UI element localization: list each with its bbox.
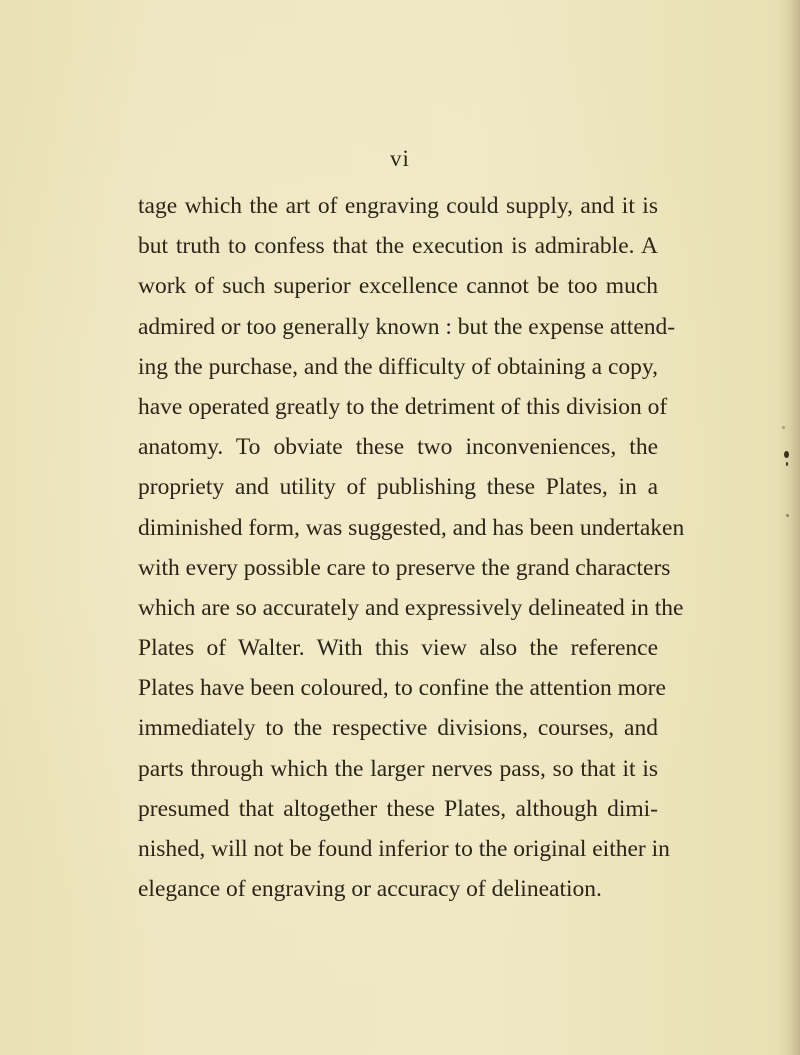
text-line: presumed that altogether these Plates, although dimi- <box>138 795 658 822</box>
text-line: anatomy. To obviate these two inconveniences, the <box>138 434 658 461</box>
body-text <box>138 186 685 909</box>
text-line: tage which the art of engraving could supply, and it is <box>138 193 658 219</box>
ink-speck <box>786 462 788 466</box>
text-line: Plates have been coloured, to confine the attention more <box>138 675 666 702</box>
text-line: diminished form, was suggested, and has been undertaken <box>138 514 685 541</box>
text-line: but truth to confess that the execution is admirable. A <box>138 233 658 260</box>
text-line: elegance of engraving or accuracy of delineation. <box>138 876 602 903</box>
page-number: vi <box>390 146 410 171</box>
ink-speck <box>784 451 789 458</box>
text-line: admired or too generally known : but the expense attend- <box>138 313 676 340</box>
text-line: parts through which the larger nerves pass, so that it is <box>138 755 658 782</box>
text-line: nished, will not be found inferior to the original either in <box>138 836 670 862</box>
ink-speck <box>782 426 785 429</box>
text-line: Plates of Walter. With this view also the reference <box>138 635 658 662</box>
text-line: have operated greatly to the detriment of this division of <box>138 393 668 420</box>
text-line: propriety and utility of publishing these Plates, in a <box>138 474 658 501</box>
text-line: with every possible care to preserve the grand characters <box>138 554 671 581</box>
ink-speck <box>786 514 789 517</box>
text-line: work of such superior excellence cannot be too much <box>138 273 658 300</box>
text-line: which are so accurately and expressively delineated in the <box>138 594 684 621</box>
text-line: ing the purchase, and the difficulty of obtaining a copy, <box>138 353 658 380</box>
text-line: immediately to the respective divisions, courses, and <box>138 715 658 742</box>
